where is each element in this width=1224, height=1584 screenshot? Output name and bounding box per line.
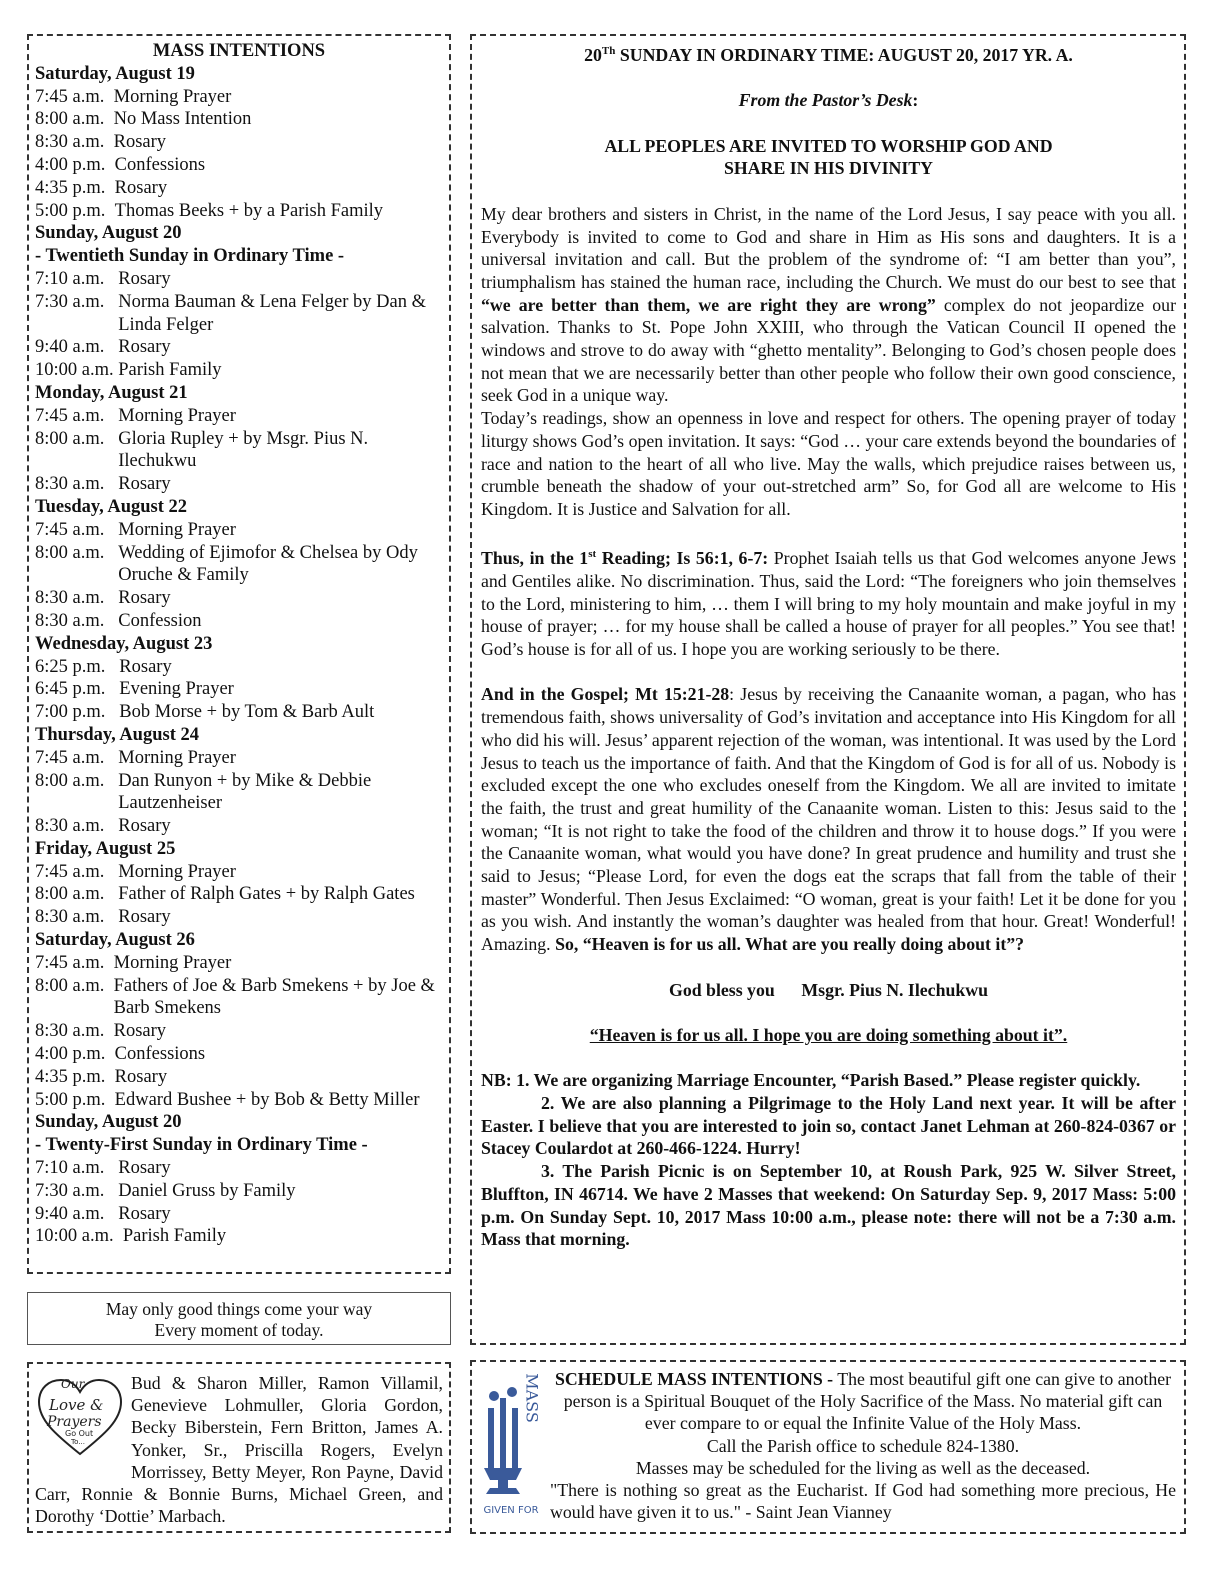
intention-row [35,177,443,200]
intention-row [35,1157,443,1180]
love-logo-line-5: To... [71,1438,85,1446]
day-heading: Saturday, August 19 [35,63,195,84]
intention-row [35,154,443,177]
intention-row [35,610,443,633]
love-logo-line-3: Prayers [47,1414,102,1430]
intention-text: Morning Prayer [113,86,232,107]
vianney-quote: "There is nothing so great as the Eucharist. If God had something more precious, He would have given it to us." - Saint Jean Vianney [550,1480,1176,1523]
intention-row [35,473,443,496]
day-heading: Wednesday, August 23 [35,633,213,654]
intention-row [35,108,443,131]
motto: “Heaven is for us all. I hope you are doing something about it”. [589,1024,1068,1045]
intention-time: 8:00 a.m. [35,542,119,563]
intention-row [35,86,443,109]
intention-time: 4:35 p.m. [35,1066,115,1087]
mass-intentions-title: MASS INTENTIONS [152,41,326,61]
day-heading: Sunday, August 20 [35,1112,182,1133]
intention-time: 4:00 p.m. [35,154,115,175]
day-heading: Saturday, August 26 [35,930,195,951]
intention-row [35,656,443,679]
mass-logo-word: MASS [522,1373,542,1423]
love-logo-line-1: Our [61,1377,85,1391]
intention-text: Rosary [114,1066,168,1087]
intention-row [35,542,443,588]
intention-time: 7:10 a.m. [35,268,119,289]
intention-row [35,701,443,724]
sunday-header: 20Th SUNDAY IN ORDINARY TIME: AUGUST 20, 2017 YR. A. [584,44,1073,65]
prayer-names: Bud & Sharon Miller, Ramon Villamil, Genevieve Lohmuller, Gloria Gordon, Becky Biberstein, Fern Britton, James A. Yonker, Sr., Priscilla Rogers, Evelyn Morrissey, Betty Meyer, Ron Payne, David Carr, Ronnie & Bonnie Burns, Michael Green, and Dorothy ‘Dottie’ Marbach. [35,1373,443,1527]
day-subheading: - Twenty-First Sunday in Ordinary Time - [35,1135,368,1156]
intention-time: 8:00 a.m. [35,428,119,449]
headline-line-1: ALL PEOPLES ARE INVITED TO WORSHIP GOD AND [604,135,1053,156]
intention-text: Norma Bauman & Lena Felger by Dan & Linda Felger [118,291,426,335]
signoff: God bless you Msgr. Pius N. Ilechukwu [669,979,988,1000]
paragraph-readings: Today’s readings, show an openness in love and respect for others. The opening prayer of today liturgy shows God’s open invitation. It says: “God … your care extends beyond the boundaries of race and nation to the heart of all who live. May the walls, which prejudice raises between us, crumble beneath the shadow of your out-stretched arm” So, for God all are welcome to His Kingdom. It is Justice and Salvation for all. [481,408,1176,519]
intention-row [35,1043,443,1066]
intention-time: 8:30 a.m. [35,816,119,837]
intention-time: 8:00 a.m. [35,109,114,130]
intention-text: Rosary [118,268,171,289]
intention-time: 6:25 p.m. [35,656,120,677]
love-prayers-heart-icon [35,1372,125,1462]
intention-row [35,587,443,610]
schedule-call: Call the Parish office to schedule 824-1380. [706,1435,1020,1456]
note-1: NB: 1. We are organizing Marriage Encounter, “Parish Based.” Please register quickly. [481,1070,1141,1091]
intention-time: 7:30 a.m. [35,291,119,312]
intention-text: Father of Ralph Gates + by Ralph Gates [118,884,415,905]
intention-row [35,1203,443,1226]
intention-text: Rosary [118,588,171,609]
pastor-desk-subtitle: From the Pastor’s Desk: [738,90,919,111]
intention-row [35,200,443,223]
intention-row [35,770,443,816]
paragraph-gospel: And in the Gospel; Mt 15:21-28: Jesus by receiving the Canaanite woman, a pagan, who has tremendous faith, shows universality of God’s invitation and acceptance into His Kingdom for all who did his will. Jesus’ apparent rejection of the woman, was intentional. It was used by the Lord Jesus to teach us the importance of faith. And that the Kingdom of God is for all of us. Nobody is excluded except the one who excludes oneself from the Kingdom. We all are invited to imitate the faith, the trust and great humility of the Canaanite woman. Listen to this: Jesus said to the woman; “It is not right to take the food of the children and throw it to house dogs.” If you were the Canaanite woman, what would you have done? In great prudence and humility and trust she said to Jesus; “Please Lord, for even the dogs eat the scraps that fall from the table of their master” Wonderful. Then Jesus Exclaimed: “O woman, great is your faith! Let it be done for you as you wish. And instantly the woman’s daughter was healed from that hour. Great! Wonderful! Amazing. So, “Heaven is for us all. What are you really doing about it”? [481,684,1176,955]
intention-row [35,1089,443,1112]
intention-text: Daniel Gruss by Family [118,1180,296,1201]
intention-text: Morning Prayer [118,405,236,426]
intention-text: Rosary [113,132,167,153]
intention-row [35,359,443,382]
intention-time: 8:30 a.m. [35,1021,114,1042]
wish-line-2: Every moment of today. [154,1320,324,1340]
intention-time: 7:45 a.m. [35,747,119,768]
day-subheading: - Twentieth Sunday in Ordinary Time - [35,246,345,267]
intention-time: 8:00 a.m. [35,975,114,996]
intention-time: 8:00 a.m. [35,884,119,905]
intention-row [35,883,443,906]
intention-time: 7:45 a.m. [35,952,114,973]
intention-row [35,815,443,838]
intention-row [35,428,443,474]
intention-time: 5:00 p.m. [35,1089,115,1110]
intention-row [35,861,443,884]
day-heading: Monday, August 21 [35,382,188,403]
note-2: 2. We are also planning a Pilgrimage to the Holy Land next year. It will be after Easter. I believe that you are interested to join so, contact Janet Lehman at 260-824-0367 or Stacey Coulardot at 260-466-1224. Hurry! [481,1093,1176,1159]
intention-row [35,1180,443,1203]
intention-time: 7:00 p.m. [35,702,120,723]
intention-time: 8:30 a.m. [35,907,119,928]
intention-row [35,747,443,770]
intention-time: 4:35 p.m. [35,177,115,198]
intention-row [35,1020,443,1043]
paragraph-intro: My dear brothers and sisters in Christ, in the name of the Lord Jesus, I say peace with you all. Everybody is invited to come to God and share in Him as His sons and daughters. It is a universal invitation and call. But the problem of the syndrome of: “I am better than you”, triumphalism has stained the human race, including the Church. We must do our best to see that “we are better than them, we are right they are wrong” complex do not jeopardize our salvation. Thanks to St. Pope John XXIII, who through the Vatican Council II opened the windows and strove to do away with “ghetto mentality”. Belonging to God’s chosen people does not mean that we are necessarily better than other people who follow their own good conscience, seek God in a unique way. [481,203,1176,406]
headline-line-2: SHARE IN HIS DIVINITY [724,158,933,179]
intention-time: 10:00 a.m. [35,360,119,381]
intention-row [35,1225,443,1248]
intention-time: 8:30 a.m. [35,588,119,609]
pastor-desk-box [470,34,1186,1345]
intention-text: Morning Prayer [118,861,236,882]
prayer-list-box [27,1362,451,1533]
intention-time: 8:30 a.m. [35,474,119,495]
schedule-living-deceased: Masses may be scheduled for the living as well as the deceased. [635,1457,1091,1478]
mass-logo-caption: GIVEN FOR [483,1505,539,1516]
intention-time: 8:00 a.m. [35,770,119,791]
intention-row [35,519,443,542]
intention-text: Edward Bushee + by Bob & Betty Miller [114,1089,420,1110]
intention-text: Rosary [113,1021,167,1042]
intention-time: 8:30 a.m. [35,610,119,631]
intention-time: 5:00 p.m. [35,200,115,221]
intention-time: 7:45 a.m. [35,86,114,107]
intention-time: 7:45 a.m. [35,861,119,882]
paragraph-first-reading: Thus, in the 1st Reading; Is 56:1, 6-7: Prophet Isaiah tells us that God welcomes anyone Jews and Gentiles alike. No discrimination. Thus, said the Lord: “The foreigners who join themselves to the Lord, ministering to him, … them I will bring to my holy mountain and make joyful in my house of prayer; … for my house shall be called a house of prayer for all peoples.” You see that! God’s house is for all of us. I hope you are working seriously to be there. [481,548,1176,660]
day-heading: Sunday, August 20 [35,223,182,244]
day-heading: Tuesday, August 22 [35,496,188,517]
intention-text: Dan Runyon + by Mike & Debbie Lautzenheiser [118,770,372,814]
intention-text: Thomas Beeks + by a Parish Family [114,200,384,221]
love-logo-line-4: Go Out [65,1429,94,1438]
intention-text: Rosary [119,656,172,677]
day-heading: Thursday, August 24 [35,724,199,745]
wish-line-1: May only good things come your way [105,1299,373,1319]
intention-time: 7:30 a.m. [35,1180,119,1201]
intention-row [35,1066,443,1089]
intention-time: 8:30 a.m. [35,132,114,153]
intention-text: Rosary [118,474,171,495]
schedule-text: SCHEDULE MASS INTENTIONS - The most beautiful gift one can give to another person is a Spiritual Bouquet of the Holy Sacrifice of the Mass. No material gift can ever compare to or equal the Infinite Value of the Holy Mass. [554,1369,1172,1434]
intention-text: Confession [118,610,202,631]
intention-time: 7:45 a.m. [35,405,119,426]
mass-chalice-icon [480,1368,542,1518]
day-heading: Friday, August 25 [35,838,176,859]
intention-text: Confessions [114,154,206,175]
intention-row [35,131,443,154]
intention-time: 6:45 p.m. [35,679,120,700]
love-logo-line-2: Love & [49,1396,104,1414]
note-3: 3. The Parish Picnic is on September 10, at Roush Park, 925 W. Silver Street, Bluffton, IN 46714. We have 2 Masses that weekend: On Saturday Sep. 9, 2017 Mass: 5:00 p.m. On Sunday Sept. 10, 2017 Mass 10:00 a.m., please note: there will not be a 7:30 a.m. Mass that morning. [481,1161,1176,1250]
intention-time: 7:45 a.m. [35,519,119,540]
intention-text: Morning Prayer [118,519,236,540]
intention-row [35,952,443,975]
mass-intentions-box [27,34,451,1274]
intention-text: Parish Family [118,360,222,381]
wish-box [27,1292,451,1345]
intention-time: 10:00 a.m. [35,1226,123,1247]
intention-text: Rosary [118,1203,171,1224]
schedule-mass-box [470,1360,1186,1534]
intention-row [35,336,443,359]
intention-text: Rosary [118,1158,171,1179]
intention-text: Evening Prayer [119,679,234,700]
intention-text: Rosary [118,907,171,928]
intention-time: 7:10 a.m. [35,1158,119,1179]
intention-row [35,405,443,428]
intention-row [35,975,443,1021]
intention-row [35,906,443,929]
intention-text: Rosary [114,177,168,198]
intention-text: Parish Family [122,1226,227,1247]
intention-text: Confessions [114,1044,206,1065]
intention-text: Gloria Rupley + by Msgr. Pius N. Ilechukwu [118,428,369,472]
intention-time: 4:00 p.m. [35,1044,115,1065]
intention-text: Bob Morse + by Tom & Barb Ault [119,702,375,723]
intention-text: Morning Prayer [113,952,232,973]
intentions-list [35,63,443,1248]
intention-row [35,291,443,337]
intention-text: Fathers of Joe & Barb Smekens + by Joe & Barb Smekens [113,975,435,1019]
intention-time: 9:40 a.m. [35,1203,119,1224]
intention-text: Wedding of Ejimofor & Chelsea by Ody Oruche & Family [118,542,418,586]
intention-row [35,678,443,701]
intention-text: Rosary [118,816,171,837]
intention-text: Rosary [118,337,171,358]
intention-text: Morning Prayer [118,747,236,768]
intention-time: 9:40 a.m. [35,337,119,358]
intention-text: No Mass Intention [113,109,252,130]
intention-row [35,268,443,291]
